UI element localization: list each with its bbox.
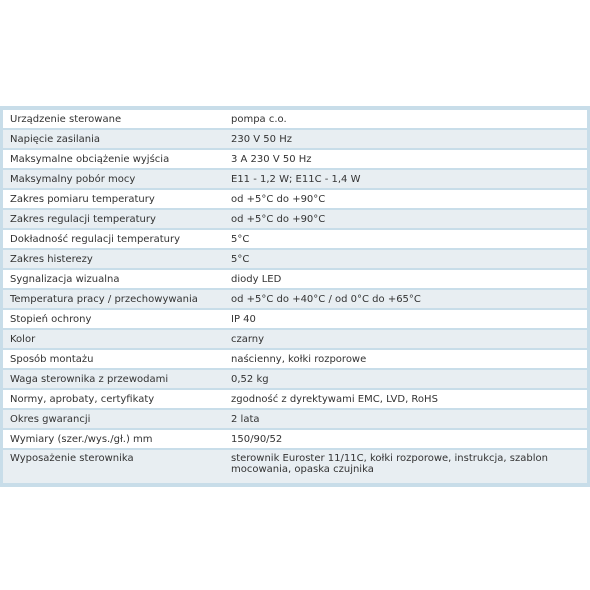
table-row <box>3 210 587 228</box>
spec-value: od +5°C do +40°C / od 0°C do +65°C <box>224 290 587 308</box>
spec-label: Urządzenie sterowane <box>3 110 224 128</box>
table-row <box>3 110 587 128</box>
table-row <box>3 330 587 348</box>
spec-label: Maksymalny pobór mocy <box>3 170 224 188</box>
spec-value: 2 lata <box>224 410 587 428</box>
spec-label: Kolor <box>3 330 224 348</box>
spec-label: Wyposażenie sterownika <box>3 450 224 483</box>
spec-label: Temperatura pracy / przechowywania <box>3 290 224 308</box>
spec-label: Dokładność regulacji temperatury <box>3 230 224 248</box>
spec-label: Sposób montażu <box>3 350 224 368</box>
spec-label: Stopień ochrony <box>3 310 224 328</box>
spec-value: zgodność z dyrektywami EMC, LVD, RoHS <box>224 390 587 408</box>
spec-label: Waga sterownika z przewodami <box>3 370 224 388</box>
spec-label: Zakres pomiaru temperatury <box>3 190 224 208</box>
table-row <box>3 230 587 248</box>
spec-value: 150/90/52 <box>224 430 587 448</box>
spec-value: pompa c.o. <box>224 110 587 128</box>
table-row <box>3 250 587 268</box>
spec-label: Maksymalne obciążenie wyjścia <box>3 150 224 168</box>
spec-label: Zakres histerezy <box>3 250 224 268</box>
spec-value: 230 V 50 Hz <box>224 130 587 148</box>
spec-value: 5°C <box>224 250 587 268</box>
spec-value: 5°C <box>224 230 587 248</box>
spec-value: IP 40 <box>224 310 587 328</box>
spec-table-frame <box>0 106 590 487</box>
spec-value: sterownik Euroster 11/11C, kołki rozporowe, instrukcja, szablon mocowania, opaska czujnika <box>224 450 587 483</box>
table-row <box>3 430 587 448</box>
spec-value: 0,52 kg <box>224 370 587 388</box>
table-row <box>3 130 587 148</box>
spec-value: od +5°C do +90°C <box>224 190 587 208</box>
spec-label: Wymiary (szer./wys./gł.) mm <box>3 430 224 448</box>
table-row <box>3 150 587 168</box>
spec-label: Zakres regulacji temperatury <box>3 210 224 228</box>
spec-table <box>3 108 587 485</box>
spec-label: Sygnalizacja wizualna <box>3 270 224 288</box>
spec-label: Napięcie zasilania <box>3 130 224 148</box>
table-row <box>3 350 587 368</box>
spec-value: 3 A 230 V 50 Hz <box>224 150 587 168</box>
table-row <box>3 190 587 208</box>
spec-label: Okres gwarancji <box>3 410 224 428</box>
spec-label: Normy, aprobaty, certyfikaty <box>3 390 224 408</box>
table-row <box>3 270 587 288</box>
table-row <box>3 290 587 308</box>
spec-value: diody LED <box>224 270 587 288</box>
table-row <box>3 410 587 428</box>
spec-value: naścienny, kołki rozporowe <box>224 350 587 368</box>
table-row <box>3 170 587 188</box>
table-row <box>3 450 587 483</box>
table-row <box>3 370 587 388</box>
table-row <box>3 310 587 328</box>
spec-value: E11 - 1,2 W; E11C - 1,4 W <box>224 170 587 188</box>
spec-value: od +5°C do +90°C <box>224 210 587 228</box>
table-row <box>3 390 587 408</box>
spec-value: czarny <box>224 330 587 348</box>
